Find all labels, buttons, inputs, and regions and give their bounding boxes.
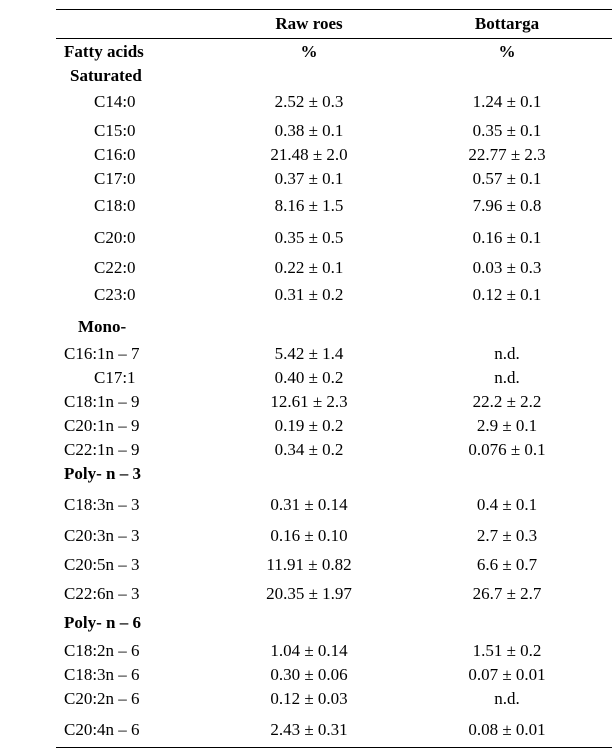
- row-label: C18:3n – 3: [64, 495, 140, 514]
- row-value-raw: 1.04 ± 0.14: [270, 641, 348, 660]
- row-label: C22:1n – 9: [64, 440, 140, 459]
- row-label: C17:0: [94, 169, 136, 188]
- col-header-bottarga: Bottarga: [474, 14, 540, 33]
- row-label: C23:0: [94, 285, 136, 304]
- row-label: C20:4n – 6: [64, 720, 140, 739]
- row-value-raw: 0.22 ± 0.1: [274, 258, 344, 277]
- row-value-raw: 0.38 ± 0.1: [274, 121, 344, 140]
- row-label: C22:0: [94, 258, 136, 277]
- row-value-raw: 2.43 ± 0.31: [270, 720, 348, 739]
- row-value-raw: 0.35 ± 0.5: [274, 228, 344, 247]
- row-value-bottarga: 7.96 ± 0.8: [472, 196, 542, 215]
- row-value-bottarga: 0.16 ± 0.1: [472, 228, 542, 247]
- row-label: C20:1n – 9: [64, 416, 140, 435]
- group-title-poly-n6: Poly- n – 6: [64, 613, 141, 632]
- row-value-raw: 8.16 ± 1.5: [274, 196, 344, 215]
- row-value-raw: 0.34 ± 0.2: [274, 440, 344, 459]
- row-value-bottarga: 2.9 ± 0.1: [476, 416, 538, 435]
- row-label: C18:2n – 6: [64, 641, 140, 660]
- row-label: C20:3n – 3: [64, 526, 140, 545]
- row-label: C20:0: [94, 228, 136, 247]
- row-value-bottarga: 26.7 ± 2.7: [472, 584, 542, 603]
- row-value-bottarga: 0.08 ± 0.01: [468, 720, 546, 739]
- row-value-bottarga: n.d.: [494, 368, 520, 387]
- row-label: C16:1n – 7: [64, 344, 140, 363]
- row-label: C20:5n – 3: [64, 555, 140, 574]
- row-value-bottarga: 0.03 ± 0.3: [472, 258, 542, 277]
- row-value-raw: 20.35 ± 1.97: [266, 584, 352, 603]
- row-value-raw: 11.91 ± 0.82: [266, 555, 352, 574]
- col-header-raw-roes: Raw roes: [275, 14, 343, 33]
- row-value-raw: 0.37 ± 0.1: [274, 169, 344, 188]
- row-value-raw: 0.16 ± 0.10: [270, 526, 348, 545]
- row-label: C20:2n – 6: [64, 689, 140, 708]
- row-header-fatty-acids: Fatty acids: [64, 42, 144, 61]
- group-title-saturated: Saturated: [70, 66, 142, 85]
- row-label: C17:1: [94, 368, 136, 387]
- row-label: C18:1n – 9: [64, 392, 140, 411]
- unit-bottarga: %: [498, 42, 516, 61]
- row-value-bottarga: 0.12 ± 0.1: [472, 285, 542, 304]
- row-value-bottarga: 0.4 ± 0.1: [476, 495, 538, 514]
- row-value-bottarga: 22.77 ± 2.3: [468, 145, 546, 164]
- row-value-bottarga: 0.07 ± 0.01: [468, 665, 546, 684]
- row-label: C22:6n – 3: [64, 584, 140, 603]
- row-value-raw: 2.52 ± 0.3: [274, 92, 344, 111]
- row-value-raw: 0.31 ± 0.2: [274, 285, 344, 304]
- row-label: C18:0: [94, 196, 136, 215]
- row-value-raw: 0.30 ± 0.06: [270, 665, 348, 684]
- group-title-mono: Mono-: [78, 317, 127, 336]
- row-value-raw: 5.42 ± 1.4: [274, 344, 344, 363]
- row-label: C18:3n – 6: [64, 665, 140, 684]
- row-label: C14:0: [94, 92, 136, 111]
- row-value-bottarga: 2.7 ± 0.3: [476, 526, 538, 545]
- row-value-raw: 0.12 ± 0.03: [270, 689, 348, 708]
- table-bottom-rule: [56, 747, 612, 748]
- row-value-bottarga: n.d.: [494, 344, 520, 363]
- row-value-raw: 0.19 ± 0.2: [274, 416, 344, 435]
- table-top-rule: [56, 9, 612, 10]
- row-value-raw: 12.61 ± 2.3: [270, 392, 348, 411]
- row-value-bottarga: 1.24 ± 0.1: [472, 92, 542, 111]
- row-value-bottarga: 0.57 ± 0.1: [472, 169, 542, 188]
- row-value-bottarga: 0.076 ± 0.1: [468, 440, 546, 459]
- group-title-poly-n3: Poly- n – 3: [64, 464, 141, 483]
- row-value-bottarga: 22.2 ± 2.2: [472, 392, 542, 411]
- unit-raw-roes: %: [300, 42, 318, 61]
- row-value-raw: 0.31 ± 0.14: [270, 495, 348, 514]
- row-value-bottarga: 1.51 ± 0.2: [472, 641, 542, 660]
- row-value-bottarga: n.d.: [494, 689, 520, 708]
- row-value-bottarga: 6.6 ± 0.7: [476, 555, 538, 574]
- row-value-bottarga: 0.35 ± 0.1: [472, 121, 542, 140]
- row-label: C16:0: [94, 145, 136, 164]
- row-value-raw: 21.48 ± 2.0: [270, 145, 348, 164]
- row-value-raw: 0.40 ± 0.2: [274, 368, 344, 387]
- row-label: C15:0: [94, 121, 136, 140]
- table-header-rule: [56, 38, 612, 39]
